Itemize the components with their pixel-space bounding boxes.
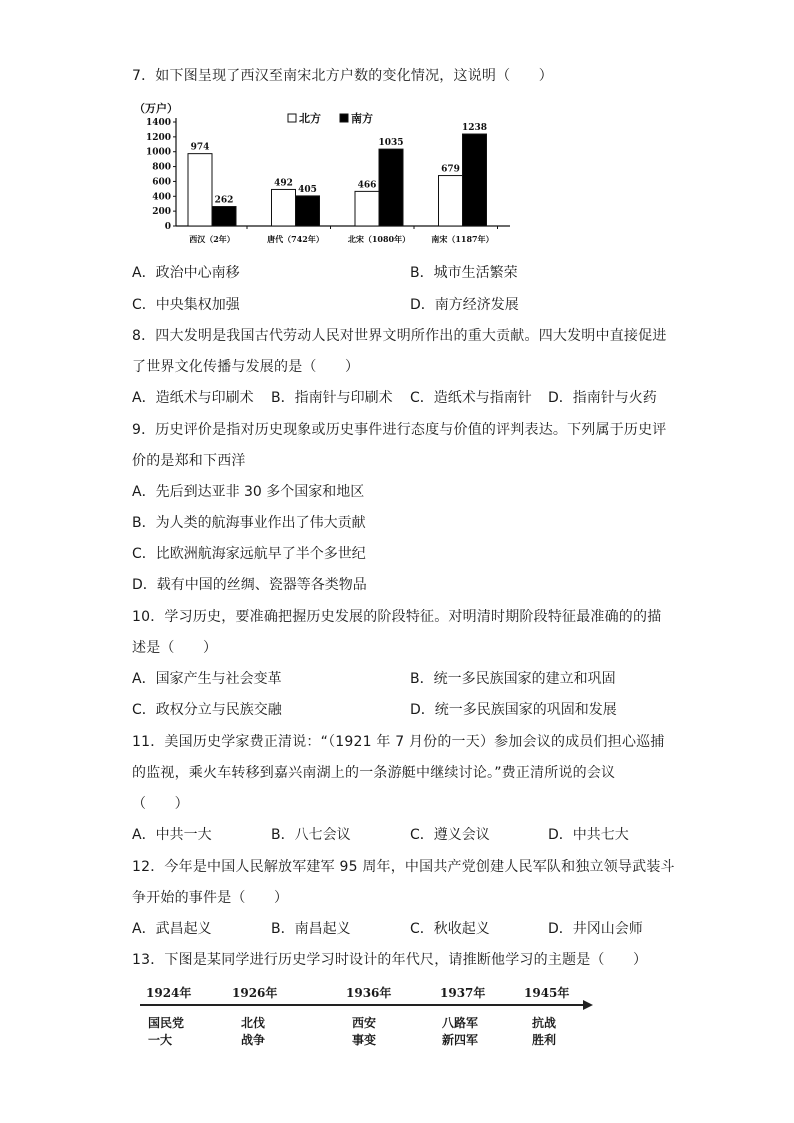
- q11-option-b: B．八七会议: [271, 827, 351, 843]
- q11-option-d: D．中共七大: [548, 827, 629, 843]
- legend-label-north: 北方: [299, 112, 321, 125]
- bar-value-label: 679: [441, 164, 460, 175]
- q11-option-a: A．中共一大: [132, 827, 212, 843]
- q12-option-c: C．秋收起义: [410, 921, 490, 937]
- timeline-event-1945-line1: 抗战: [532, 1016, 557, 1030]
- bar-value-label: 1035: [378, 138, 404, 149]
- timeline-event-1936-line2: 事变: [352, 1033, 377, 1047]
- timeline-year-1926: 1926年: [232, 986, 278, 1000]
- bar-south: [463, 134, 487, 226]
- timeline-event-1937-line1: 八路军: [442, 1016, 479, 1030]
- q10-stem-line-2: 述是（ ）: [132, 640, 218, 656]
- legend-label-south: 南方: [351, 112, 373, 125]
- q13-timeline: [140, 984, 600, 1054]
- bar-value-label: 1238: [461, 123, 488, 134]
- timeline-year-1936: 1936年: [346, 986, 392, 1000]
- bar-north: [439, 176, 463, 226]
- timeline-axis: [140, 1004, 585, 1006]
- q7-option-a: A．政治中心南移: [132, 265, 240, 281]
- q13-stem: 13．下图是某同学进行历史学习时设计的年代尺，请推断他学习的主题是（ ）: [132, 952, 648, 968]
- bar-north: [188, 154, 212, 226]
- y-tick-label: 1000: [145, 147, 171, 158]
- q11-stem-line-1: 11．美国历史学家费正清说：“（1921 年 7 月份的一天）参加会议的成员们担心巡捕: [132, 734, 665, 750]
- q12-option-a: A．武昌起义: [132, 921, 212, 937]
- q12-option-b: B．南昌起义: [271, 921, 351, 937]
- q8-option-b: B．指南针与印刷术: [271, 390, 393, 406]
- q8-option-a: A．造纸术与印刷术: [132, 390, 254, 406]
- timeline-year-1924: 1924年: [146, 986, 192, 1000]
- x-tick-label: 西汉（2年）: [189, 234, 235, 244]
- timeline-event-1924-line1: 国民党: [148, 1016, 185, 1030]
- timeline-event-1926-line2: 战争: [241, 1033, 266, 1047]
- q9-stem-line-1: 9．历史评价是指对历史现象或历史事件进行态度与价值的评判表达。下列属于历史评: [132, 422, 667, 438]
- q9-stem-line-2: 价的是郑和下西洋: [132, 453, 246, 469]
- q12-stem-line-1: 12．今年是中国人民解放军建军 95 周年，中国共产党创建人民军队和独立领导武装斗: [132, 859, 675, 875]
- bar-value-label: 262: [214, 195, 234, 206]
- legend-swatch-south: [340, 114, 348, 122]
- timeline-event-1945-line2: 胜利: [532, 1033, 557, 1047]
- y-axis-label: （万户）: [134, 102, 178, 115]
- q9-option-b: B．为人类的航海事业作出了伟大贡献: [132, 515, 366, 531]
- y-tick-label: 1400: [145, 118, 171, 128]
- x-tick-label: 南宋（1187年）: [431, 234, 494, 244]
- q9-option-d: D．载有中国的丝绸、瓷器等各类物品: [132, 577, 367, 593]
- bar-north: [355, 191, 379, 226]
- q10-option-a: A．国家产生与社会变革: [132, 671, 282, 687]
- bar-value-label: 405: [298, 184, 317, 195]
- q7-option-b: B．城市生活繁荣: [410, 265, 518, 281]
- q8-option-c: C．造纸术与指南针: [410, 390, 532, 406]
- bar-value-label: 492: [274, 178, 293, 189]
- y-tick-label: 400: [152, 192, 171, 203]
- y-tick-label: 1200: [145, 132, 171, 143]
- y-tick-label: 800: [152, 162, 171, 173]
- bar-south: [379, 149, 403, 226]
- q8-stem-line-2: 了世界文化传播与发展的是（ ）: [132, 359, 360, 375]
- q11-option-c: C．遵义会议: [410, 827, 490, 843]
- q9-option-a: A．先后到达亚非 30 多个国家和地区: [132, 484, 365, 500]
- bar-value-label: 974: [190, 142, 210, 153]
- timeline-year-1945: 1945年: [524, 986, 570, 1000]
- q10-stem-line-1: 10．学习历史，要准确把握历史发展的阶段特征。对明清时期阶段特征最准确的的描: [132, 609, 662, 625]
- timeline-event-1926-line1: 北伐: [241, 1016, 266, 1030]
- q7-option-c: C．中央集权加强: [132, 297, 240, 313]
- timeline-event-1924-line2: 一大: [148, 1033, 173, 1047]
- bar-south: [212, 207, 236, 226]
- q7-option-d: D．南方经济发展: [410, 297, 519, 313]
- q10-option-d: D．统一多民族国家的巩固和发展: [410, 702, 617, 718]
- legend-swatch-north: [288, 114, 296, 122]
- timeline-arrow-icon: [583, 1000, 593, 1010]
- q12-option-d: D．井冈山会师: [548, 921, 643, 937]
- q10-option-b: B．统一多民族国家的建立和巩固: [410, 671, 616, 687]
- q12-stem-line-2: 争开始的事件是（ ）: [132, 890, 289, 906]
- q7-bar-chart: [132, 100, 532, 250]
- y-tick-label: 200: [152, 207, 171, 218]
- x-tick-label: 北宋（1080年）: [347, 234, 411, 244]
- q8-option-d: D．指南针与火药: [548, 390, 657, 406]
- bar-north: [272, 189, 296, 226]
- timeline-year-1937: 1937年: [440, 986, 486, 1000]
- q8-stem-line-1: 8．四大发明是我国古代劳动人民对世界文明所作出的重大贡献。四大发明中直接促进: [132, 328, 667, 344]
- y-tick-label: 0: [164, 222, 171, 232]
- q10-option-c: C．政权分立与民族交融: [132, 702, 282, 718]
- q11-stem-line-3: （ ）: [132, 796, 189, 812]
- bar-south: [296, 196, 320, 226]
- y-tick-label: 600: [152, 177, 171, 188]
- q11-stem-line-2: 的监视，乘火车转移到嘉兴南湖上的一条游艇中继续讨论。”费正清所说的会议: [132, 765, 616, 781]
- q9-option-c: C．比欧洲航海家远航早了半个多世纪: [132, 546, 366, 562]
- timeline-event-1937-line2: 新四军: [442, 1033, 479, 1047]
- bar-value-label: 466: [357, 180, 377, 191]
- q7-stem: 7．如下图呈现了西汉至南宋北方户数的变化情况，这说明（ ）: [132, 68, 553, 84]
- timeline-event-1936-line1: 西安: [352, 1016, 377, 1030]
- x-tick-label: 唐代（742年）: [267, 234, 324, 244]
